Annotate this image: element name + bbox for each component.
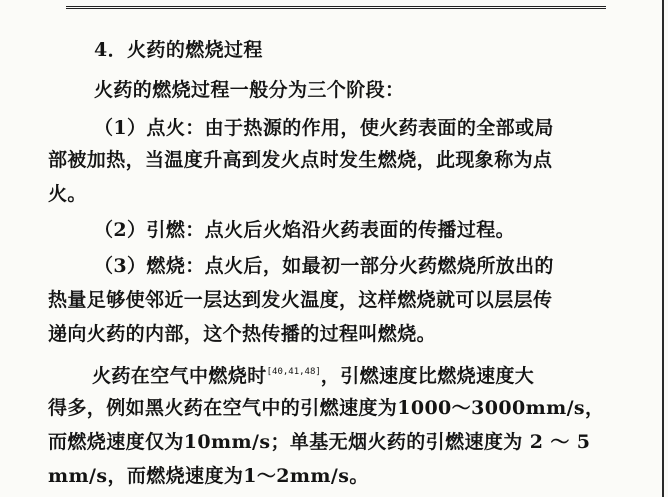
right-border-rule <box>662 0 664 497</box>
stage3-line3: 递向火药的内部，这个热传播的过程叫燃烧。 <box>48 323 437 345</box>
para-line1 <box>92 358 534 390</box>
stage1-line2: 部被加热，当温度升高到发火点时发生燃烧，此现象称为点 <box>48 149 553 171</box>
citation-superscript: [40,41,48] <box>266 367 321 377</box>
top-border-rule <box>66 0 606 9</box>
stage1-line1: （1）点火：由于热源的作用，使火药表面的全部或局 <box>94 117 554 139</box>
para-line1-pre: 火药在空气中燃烧时 <box>92 365 267 387</box>
intro-line: 火药的燃烧过程一般分为三个阶段： <box>94 79 405 101</box>
para-line4: mm/s，而燃烧速度为1～2mm/s。 <box>48 465 369 487</box>
stage3-line2: 热量足够使邻近一层达到发火温度，这样燃烧就可以层层传 <box>48 289 553 311</box>
stage3-line1: （3）燃烧：点火后，如最初一部分火药燃烧所放出的 <box>94 255 554 277</box>
section-heading: 4．火药的燃烧过程 <box>94 39 263 61</box>
para-line1-post: ，引燃速度比燃烧速度大 <box>320 365 535 387</box>
stage2-line1: （2）引燃：点火后火焰沿火药表面的传播过程。 <box>94 219 516 241</box>
para-line2: 得多，例如黑火药在空气中的引燃速度为1000～3000mm/s， <box>48 397 605 419</box>
para-line3: 而燃烧速度仅为10mm/s；单基无烟火药的引燃速度为 2 ～ 5 <box>48 431 591 453</box>
stage1-line3: 火。 <box>48 183 87 205</box>
